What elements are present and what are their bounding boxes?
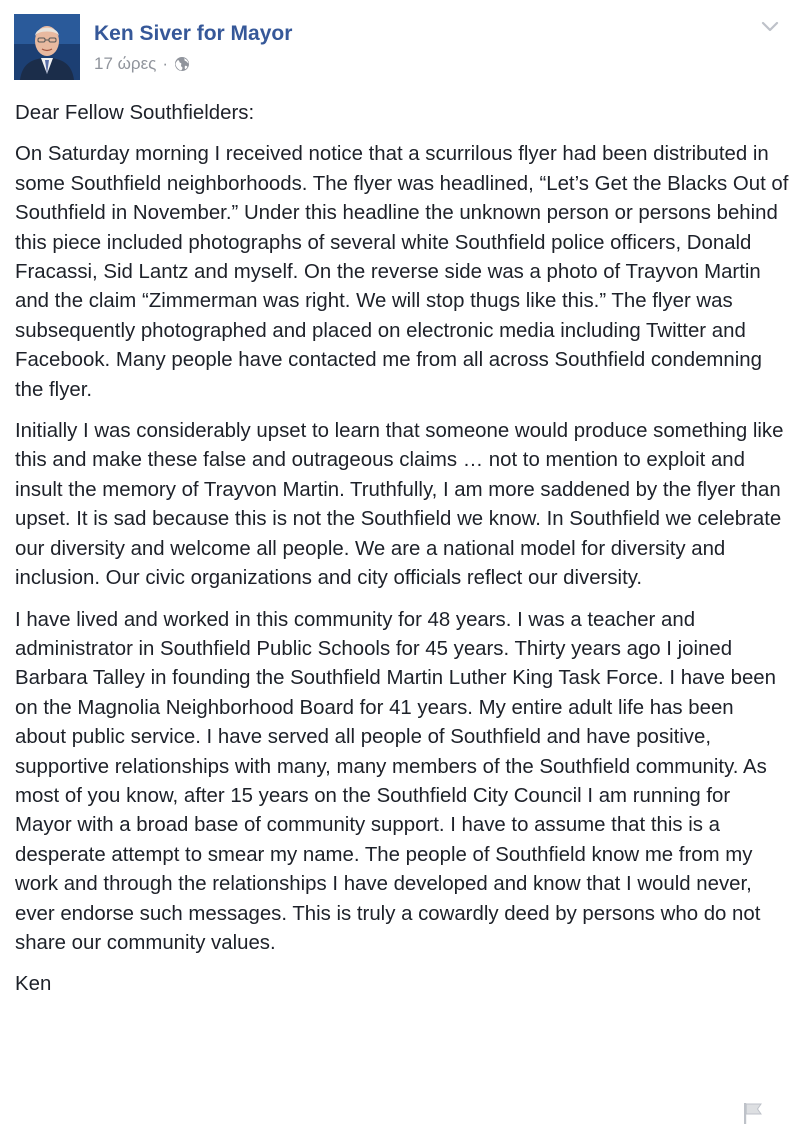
meta-separator: · xyxy=(162,54,169,73)
post-paragraph-greeting: Dear Fellow Southfielders: xyxy=(15,102,255,124)
post-paragraph: I have lived and worked in this community for 48 years. I was a teacher and administrator in Southfield Public Schools for 45 years. Thirty years ago I joined Barbara Talley in founding the Southfield Martin Luther King Task Force. I have been on the Magnolia Neighborhood Board for 41 years. My entire adult life has been about public service. I have served all people of Southfield and have positive, supportive relationships with many, many members of the Southfield community. As most of you know, after 15 years on the Southfield City Council I am running for Mayor with a broad base of community support. I have to assume that this is a desperate attempt to smear my name. The people of Southfield know me from my work and through the relationships I have developed and know that I would never, ever endorse such messages. This is truly a cowardly deed by persons who do not share our community values. xyxy=(15,608,776,954)
flag-icon[interactable] xyxy=(740,1100,766,1126)
post-signature: Ken xyxy=(15,973,52,996)
post-paragraph: On Saturday morning I received notice that a scurrilous flyer had been distributed in some Southfield neighborhoods. The flyer was headlined, “Let’s Get the Blacks Out of Southfield in November.” Under this headline the unknown person or persons behind this piece included photographs of several white Southfield police officers, Donald Fracassi, Sid Lantz and myself. On the reverse side was a photo of Trayvon Martin and the claim “Zimmerman was right. We will stop thugs like this.” The flyer was subsequently photographed and placed on electronic media including Twitter and Facebook. Many people have contacted me from all across Southfield condemning the flyer. xyxy=(15,143,789,401)
page-name-link[interactable]: Ken Siver for Mayor xyxy=(94,22,293,45)
post-paragraph: Initially I was considerably upset to learn that someone would produce something like this and make these false and outrageous claims … not to mention to exploit and insult the memory of Trayvon Martin. Truthfully, I am more saddened by the flyer than upset. It is sad because this is not the Southfield we know. In Southfield we celebrate our diversity and welcome all people. We are a national model for diversity and inclusion. Our civic organizations and city officials reflect our diversity. xyxy=(15,420,784,590)
post-body xyxy=(15,99,790,1012)
avatar[interactable] xyxy=(14,14,80,80)
avatar-photo xyxy=(14,14,80,80)
chevron-down-icon[interactable] xyxy=(760,20,780,34)
post-header xyxy=(14,14,786,82)
globe-icon[interactable] xyxy=(174,56,190,72)
post-meta xyxy=(94,54,190,74)
timestamp-link[interactable]: 17 ώρες xyxy=(94,54,157,73)
